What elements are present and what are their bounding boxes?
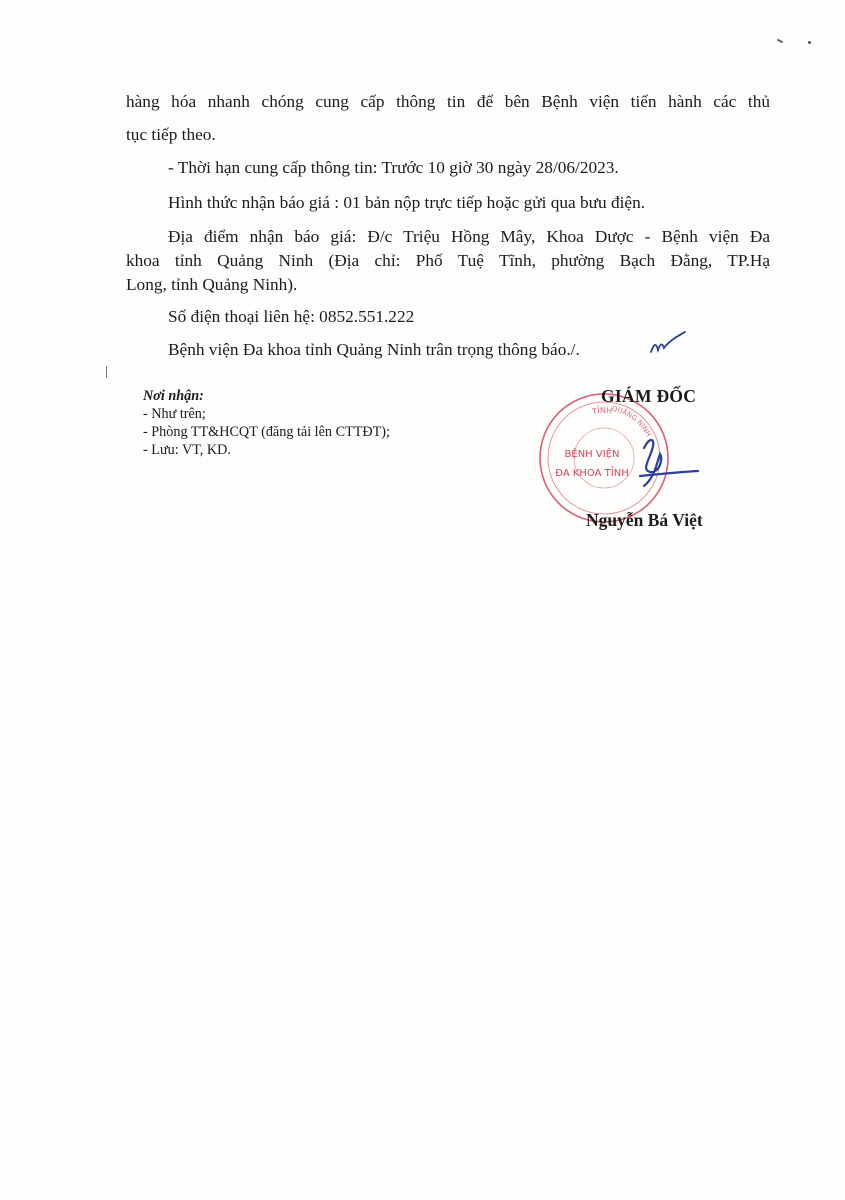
- recipient-item: - Lưu: VT, KD.: [143, 442, 231, 458]
- scan-mark: [808, 41, 811, 44]
- location-line: Địa điểm nhận báo giá: Đ/c Triệu Hồng Mây, Khoa Dược - Bệnh viện Đa: [168, 227, 770, 246]
- initial-mark: [648, 330, 688, 358]
- recipient-item: - Như trên;: [143, 406, 206, 422]
- signer-name: Nguyễn Bá Việt: [586, 510, 703, 530]
- recipients-block: [143, 387, 390, 459]
- location-line: khoa tỉnh Quảng Ninh (Địa chỉ: Phố Tuệ Tĩnh, phường Bạch Đằng, TP.Hạ: [126, 251, 770, 270]
- paragraph-line: hàng hóa nhanh chóng cung cấp thông tin để bên Bệnh viện tiến hành các thủ: [126, 92, 770, 111]
- recipient-item: - Phòng TT&HCQT (đăng tải lên CTTĐT);: [143, 424, 390, 440]
- scan-mark: [106, 366, 107, 378]
- signer-title: GIÁM ĐỐC: [601, 386, 697, 406]
- document-body: [0, 0, 845, 380]
- signature: [630, 430, 710, 500]
- recipients-title: Nơi nhận:: [143, 388, 204, 404]
- seal-center-line1: BỆNH VIỆN: [564, 449, 620, 460]
- closing-line: Bệnh viện Đa khoa tỉnh Quảng Ninh trân trọng thông báo./.: [168, 340, 580, 359]
- deadline-line: - Thời hạn cung cấp thông tin: Trước 10 giờ 30 ngày 28/06/2023.: [168, 158, 619, 177]
- seal-ring-right: QUẢNG NINH: [611, 404, 653, 439]
- seal-center-line2: ĐA KHOA TỈNH: [555, 468, 629, 479]
- seal-ring-top: TỈNH: [591, 405, 613, 417]
- phone-line: Số điện thoại liên hệ: 0852.551.222: [168, 307, 415, 326]
- receive-form-line: Hình thức nhận báo giá : 01 bản nộp trực tiếp hoặc gửi qua bưu điện.: [168, 193, 646, 212]
- location-line: Long, tỉnh Quảng Ninh).: [126, 275, 298, 294]
- paragraph-line: tục tiếp theo.: [126, 125, 216, 144]
